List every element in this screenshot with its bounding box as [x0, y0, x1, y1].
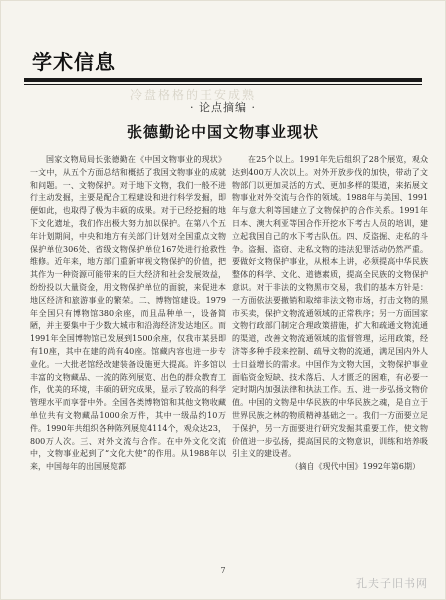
source-citation: （摘自《现代中国》1992年第6期）	[290, 462, 420, 472]
article-headline: 张德勤论中国文物事业现状	[126, 123, 319, 141]
body-text: 在25个以上。1991年先后组织了28个展览，观众达到400万人次以上。对外开放步伐的加快，带动了文物部门以更加灵活的方式、更加多样的渠道，来拓展文物事业对外交流与合作的领域。1988年与美国、1991年与意大利等国建立了文物保护的合作关系。1991年日本、澳大利亚等国合作开挖水下考古人员的培训，建立起我国自己的水下考古队伍。四、反盗掘、走私的斗争。盗掘、盗窃、走私文物的违法犯罪活动仍然严重。要做好文物保护事业，从根本上讲，必须提高中华民族整体的科学、文化、道德素质，提高全民族的文物保护意识。对于非法的文物黑市交易，我们的基本方针是：一方面依法要撤销和取缔非法文物市场，打击文物的黑市买卖，保护文物流通领域的正常秩序；另一方面国家文物行政部门制定合理政策措施，扩大和疏通文物流通的渠道，改善文物流通领域的监督管理，运用政策，经济等多种手段来控制、疏导文物的流通，满足国内外人士日益增长的需求。中国作为文物大国，文物保护事业面临资金短缺、技术落后、人才匮乏的困难，有必要一定时期内加强法律和执法工作。五、进一步弘扬文物价值。中国的文物是中华民族的中华民族之魂，是自立于世界民族之林的物质精神基础之一。我们一方面要立足于保护，另一方面要进行研究发掘其重要工作，使文物价值进一步弘扬，提高国民的文物意识，训练和培养吸引主义的建设者。	[232, 155, 428, 459]
watermark: 孔夫子旧书网	[356, 577, 428, 590]
body-text: 国家文物局局长张德勤在《中国文物事业的现状》一文中，从五个方面总结和概括了我国文物事业的成就和问题。一、文物保护。对于地下文物，我们一般不进行主动发掘，主要是配合工程建设和进行科学发掘，即便如此，也取得了极为丰硕的成果。对于已经挖掘的地下文化遗址，我们作出极大努力加以保护。在第八个五年计划期间，中央和地方有关部门计划对全国重点文物保护单位306处、省级文物保护单位167处进行抢救性维修。近年来，地方部门重新审视文物保护的价值，把其作为一种资源可能带来的巨大经济和社会发展效益，纷纷投以大量资金，用文物保护单位的面貌，来促进本地区经济和旅游事业的繁荣。二、博物馆建设。1979年全国只有博物馆380余座，而且品种单一，设备简陋，并主要集中于少数大城市和沿海经济发达地区。而1991年全国博物馆已发展到1500余座，仅我市某县即有10座，其中在建的尚有40座。馆藏内容也进一步专业化。一大批老馆经改建装备设施更大提高。许多馆以丰富的文物藏品、一流的陈列展览、出色的群众教育工作，优美的环境，丰硕的研究成果，显示了较高的科学管理水平而享誉中外。全国各类博物馆和其他文物收藏单位共有文物藏品1000余万件，其中一级品约10万件。1990年共组织各种陈列展览4114个，观众达23，800万人次。三、对外文流与合作。在中外文化交流中，文物事业起到了“文化大使”的作用。从1988年以来，中国每年的出国展览都	[30, 155, 226, 472]
section-title: 学术信息	[32, 50, 116, 74]
column-label: · 论点摘编 ·	[190, 101, 256, 114]
article-column-left	[30, 154, 226, 474]
article-column-right	[232, 154, 428, 474]
page-number: 7	[220, 566, 226, 575]
header-rule-thin	[24, 84, 422, 85]
header-rule-thick	[24, 78, 422, 82]
bleed-through-text: 冷盘格格的王安成熟	[130, 88, 257, 102]
